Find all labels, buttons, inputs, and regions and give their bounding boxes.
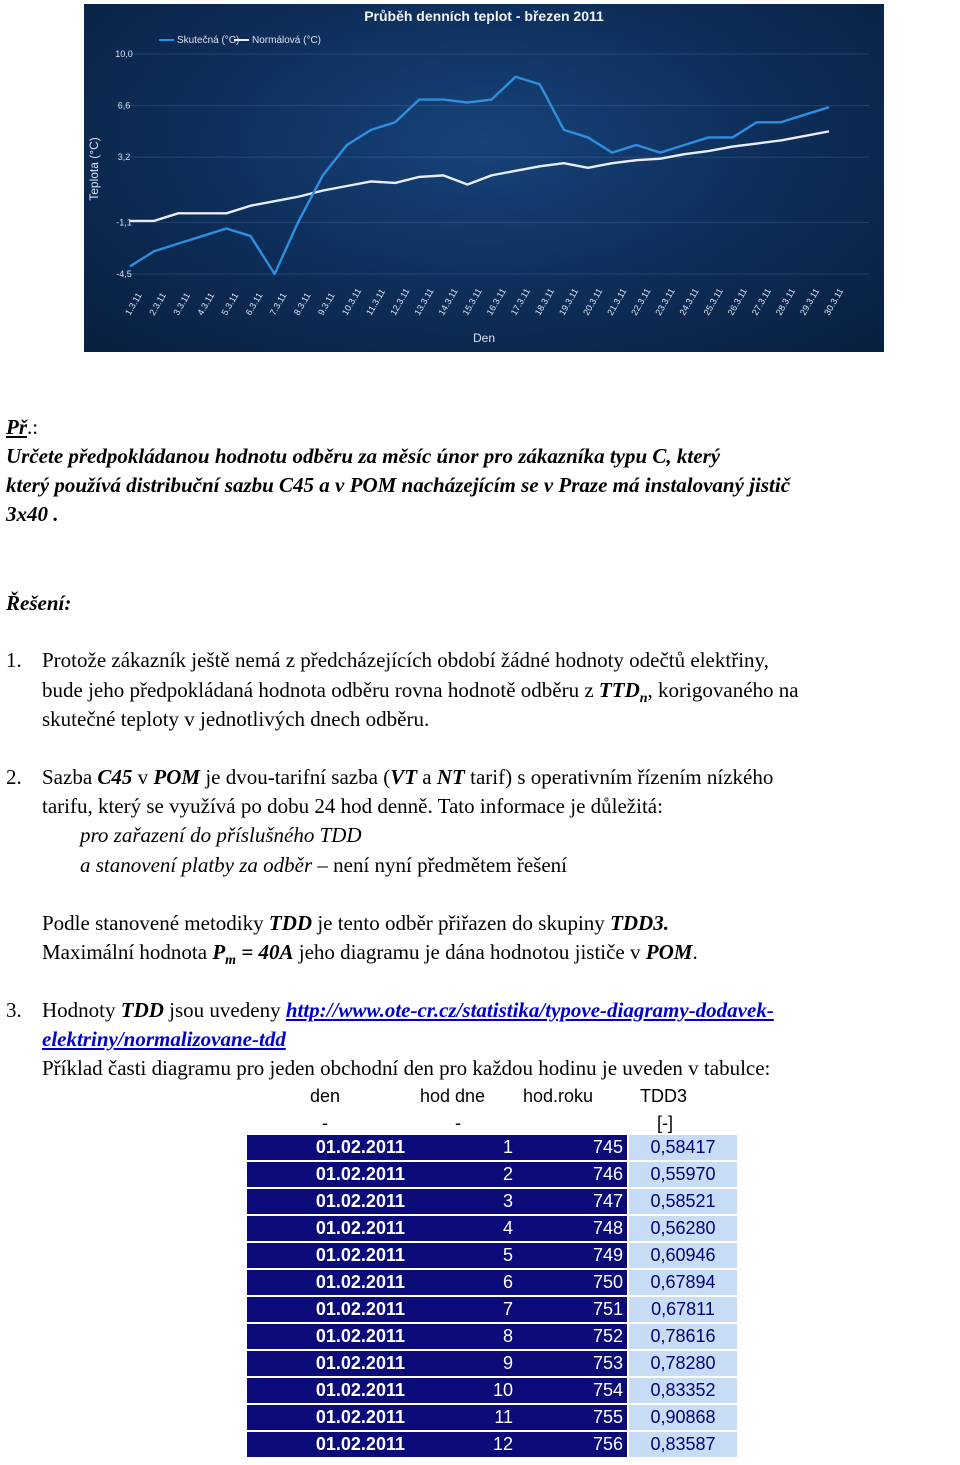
cell-hod-dne: 2	[409, 1161, 517, 1188]
cell-den: 01.02.2011	[247, 1135, 409, 1161]
table-row	[247, 1404, 737, 1431]
cell-den: 01.02.2011	[247, 1350, 409, 1377]
p2-vt: VT	[390, 765, 418, 789]
example-line-2: který používá distribuční sazbu C45 a v POM nacházejícím se v Praze má instalovaný jistič	[6, 473, 791, 497]
p2-l5-c: je tento odběr přiřazen do skupiny	[312, 911, 611, 935]
example-label: Př	[6, 415, 27, 439]
cell-hod-roku: 752	[517, 1323, 628, 1350]
table-row	[247, 1215, 737, 1242]
p3-text-c: jsou uvedeny	[163, 998, 286, 1022]
temperature-chart	[84, 4, 884, 352]
table-row	[247, 1242, 737, 1269]
point-3-line-3: Příklad časti diagramu pro jeden obchodní den pro každou hodinu je uveden v tabulce:	[42, 1056, 771, 1080]
cell-hod-roku: 748	[517, 1215, 628, 1242]
example-heading	[6, 413, 38, 442]
y-tick-labels	[115, 49, 133, 279]
p2-l5-a: Podle stanovené metodiky	[42, 911, 269, 935]
cell-hod-roku: 755	[517, 1404, 628, 1431]
cell-hod-roku: 745	[517, 1135, 628, 1161]
x-tick-label: 30.3.11	[822, 286, 846, 317]
cell-tdd3: 0,67811	[628, 1296, 737, 1323]
p3-text-a: Hodnoty	[42, 998, 121, 1022]
cell-hod-dne: 5	[409, 1242, 517, 1269]
cell-den: 01.02.2011	[247, 1323, 409, 1350]
x-tick-label: 1.3.11	[123, 290, 144, 317]
x-tick-label: 19.3.11	[556, 286, 581, 317]
cell-den: 01.02.2011	[247, 1269, 409, 1296]
cell-hod-dne: 1	[409, 1135, 517, 1161]
point-2-number: 2.	[6, 765, 22, 789]
p2-l6-sub: m	[225, 953, 237, 969]
tdd-table-body	[247, 1135, 737, 1458]
p2-l6-a: Maximální hodnota	[42, 940, 213, 964]
cell-tdd3: 0,56280	[628, 1215, 737, 1242]
x-tick-label: 14.3.11	[436, 286, 460, 317]
cell-hod-roku: 746	[517, 1161, 628, 1188]
x-tick-label: 11.3.11	[364, 287, 388, 317]
p2-text-a: Sazba	[42, 765, 98, 789]
cell-hod-dne: 12	[409, 1431, 517, 1458]
p2-text-i: tarif) s operativním řízením nízkého	[464, 765, 774, 789]
legend-label-actual: Skutečná (°C)	[177, 35, 240, 46]
point-2-line-6	[42, 938, 698, 975]
chart-grid	[122, 54, 869, 274]
cell-den: 01.02.2011	[247, 1377, 409, 1404]
x-axis-label: Den	[472, 331, 496, 345]
cell-tdd3: 0,78280	[628, 1350, 737, 1377]
point-3-line-2	[42, 1025, 286, 1054]
x-tick-label: 4.3.11	[195, 290, 217, 317]
p2-l6-dot: .	[692, 940, 698, 964]
x-tick-label: 25.3.11	[701, 286, 725, 317]
table-row	[247, 1161, 737, 1188]
y-tick-label: 10,0	[115, 49, 133, 59]
header-tdd3: TDD3	[640, 1086, 688, 1106]
x-tick-label: 17.3.11	[508, 286, 533, 317]
table-row	[247, 1296, 737, 1323]
header-hod-roku: hod.roku	[523, 1086, 594, 1106]
cell-den: 01.02.2011	[247, 1431, 409, 1458]
p2-l6-d: jeho diagramu je dána hodnotou jističe v	[293, 940, 646, 964]
cell-tdd3: 0,60946	[628, 1242, 737, 1269]
cell-hod-roku: 756	[517, 1431, 628, 1458]
x-tick-label: 7.3.11	[267, 290, 289, 317]
x-tick-label: 26.3.11	[725, 286, 750, 317]
unit-tdd3: [-]	[657, 1113, 673, 1133]
x-tick-label: 21.3.11	[605, 286, 629, 317]
table-row	[247, 1323, 737, 1350]
cell-hod-roku: 751	[517, 1296, 628, 1323]
x-tick-label: 24.3.11	[677, 286, 701, 317]
x-tick-label: 27.3.11	[749, 286, 774, 317]
series-line-normal	[130, 131, 829, 221]
y-tick-label: -4,5	[116, 269, 132, 279]
p2-text-e: je dvou-tarifní sazba (	[200, 765, 391, 789]
header-hod-dne: hod dne	[420, 1086, 486, 1106]
p2-text-c: v	[132, 765, 154, 789]
legend-label-normal: Normálová (°C)	[252, 35, 322, 46]
table-row	[247, 1269, 737, 1296]
p2-l6-pom: POM	[645, 940, 693, 964]
cell-hod-dne: 6	[409, 1269, 517, 1296]
example-label-colon: .:	[27, 415, 39, 439]
tdd-table	[247, 1135, 737, 1459]
cell-tdd3: 0,83352	[628, 1377, 737, 1404]
p2-l5-tdd: TDD	[268, 911, 313, 935]
p2-l5-tdd3: TDD3.	[610, 911, 669, 935]
unit-den: -	[322, 1113, 328, 1133]
x-tick-label: 22.3.11	[629, 286, 653, 317]
point-3-number: 3.	[6, 998, 22, 1022]
p2-l6-p: P	[212, 940, 226, 964]
point-2-line-1	[42, 763, 773, 792]
x-tick-label: 28.3.11	[773, 286, 798, 317]
table-row	[247, 1377, 737, 1404]
cell-den: 01.02.2011	[247, 1296, 409, 1323]
chart-title: Průběh denních teplot - březen 2011	[364, 8, 604, 24]
ote-link-part-1[interactable]: http://www.ote-cr.cz/statistika/typove-diagramy-dodavek-	[285, 998, 774, 1022]
point-1-line-1: Protože zákazník ještě nemá z předcházejících období žádné hodnoty odečtů elektřiny,	[42, 648, 769, 672]
cell-hod-dne: 8	[409, 1323, 517, 1350]
cell-hod-dne: 4	[409, 1215, 517, 1242]
point-1-text-a: bude jeho předpokládaná hodnota odběru rovna hodnotě odběru z	[42, 678, 599, 702]
cell-hod-roku: 747	[517, 1188, 628, 1215]
p2-text-g: a	[417, 765, 437, 789]
x-tick-label: 18.3.11	[532, 286, 557, 317]
p2-line4-italic: a stanovení platby za odběr	[80, 853, 313, 877]
point-2-line-5	[42, 909, 669, 938]
cell-hod-roku: 753	[517, 1350, 628, 1377]
point-1-number: 1.	[6, 648, 22, 672]
chart-svg	[84, 4, 884, 352]
x-tick-label: 8.3.11	[291, 290, 313, 317]
cell-den: 01.02.2011	[247, 1215, 409, 1242]
example-line-3: 3x40 .	[6, 502, 59, 526]
x-tick-label: 29.3.11	[797, 286, 822, 317]
cell-tdd3: 0,67894	[628, 1269, 737, 1296]
x-tick-label: 13.3.11	[412, 286, 436, 317]
point-1-text-c: , korigovaného na	[647, 678, 799, 702]
point-1-line-3: skutečné teploty v jednotlivých dnech odběru.	[42, 707, 430, 731]
point-3-line-1	[42, 996, 774, 1025]
cell-tdd3: 0,90868	[628, 1404, 737, 1431]
cell-tdd3: 0,55970	[628, 1161, 737, 1188]
table-row	[247, 1188, 737, 1215]
p2-c45: C45	[97, 765, 133, 789]
y-axis-label: Teplota (°C)	[87, 137, 101, 201]
x-tick-label: 10.3.11	[340, 286, 364, 317]
cell-hod-dne: 10	[409, 1377, 517, 1404]
point-2-line-4	[80, 851, 567, 880]
table-row	[247, 1431, 737, 1458]
x-tick-label: 3.3.11	[171, 290, 193, 317]
x-tick-label: 12.3.11	[388, 286, 412, 317]
ttd-term: TTD	[598, 678, 640, 702]
cell-hod-dne: 3	[409, 1188, 517, 1215]
cell-hod-roku: 754	[517, 1377, 628, 1404]
x-tick-label: 6.3.11	[243, 290, 265, 317]
series-line-actual	[130, 77, 829, 274]
example-line-1: Určete předpokládanou hodnotu odběru za měsíc únor pro zákazníka typu C, který	[6, 444, 721, 468]
chart-series	[130, 77, 829, 274]
cell-hod-dne: 11	[409, 1404, 517, 1431]
p2-l6-val: = 40A	[236, 940, 294, 964]
cell-tdd3: 0,58417	[628, 1135, 737, 1161]
p2-line4-rest: – není nyní předmětem řešení	[312, 853, 567, 877]
cell-hod-dne: 9	[409, 1350, 517, 1377]
table-row	[247, 1135, 737, 1161]
x-tick-label: 16.3.11	[484, 286, 508, 317]
p3-tdd: TDD	[120, 998, 164, 1022]
x-tick-label: 9.3.11	[315, 290, 337, 317]
solution-heading: Řešení:	[6, 591, 72, 615]
cell-tdd3: 0,78616	[628, 1323, 737, 1350]
cell-hod-dne: 7	[409, 1296, 517, 1323]
cell-den: 01.02.2011	[247, 1404, 409, 1431]
y-tick-label: 6,6	[117, 100, 131, 111]
table-row	[247, 1350, 737, 1377]
point-2-line-2: tarifu, který se využívá po dobu 24 hod denně. Tato informace je důležitá:	[42, 794, 663, 818]
header-den: den	[310, 1086, 341, 1106]
cell-den: 01.02.2011	[247, 1161, 409, 1188]
unit-hod-dne: -	[455, 1113, 461, 1133]
ote-link-part-2[interactable]: elektriny/normalizovane-tdd	[42, 1027, 286, 1051]
cell-hod-roku: 750	[517, 1269, 628, 1296]
cell-hod-roku: 749	[517, 1242, 628, 1269]
cell-tdd3: 0,83587	[628, 1431, 737, 1458]
x-tick-label: 20.3.11	[581, 286, 605, 317]
point-2-line-3: pro zařazení do příslušného TDD	[80, 823, 362, 847]
x-tick-label: 15.3.11	[460, 286, 484, 317]
cell-tdd3: 0,58521	[628, 1188, 737, 1215]
y-tick-label: 3,2	[117, 152, 131, 163]
cell-den: 01.02.2011	[247, 1188, 409, 1215]
x-tick-labels	[123, 287, 845, 317]
x-tick-label: 2.3.11	[147, 290, 169, 317]
x-tick-label: 5.3.11	[219, 290, 241, 317]
y-tick-label: -1,1	[116, 217, 132, 228]
p2-pom: POM	[153, 765, 201, 789]
p2-nt: NT	[436, 765, 465, 789]
x-tick-label: 23.3.11	[653, 286, 677, 317]
cell-den: 01.02.2011	[247, 1242, 409, 1269]
ttd-subscript: n	[639, 691, 648, 707]
